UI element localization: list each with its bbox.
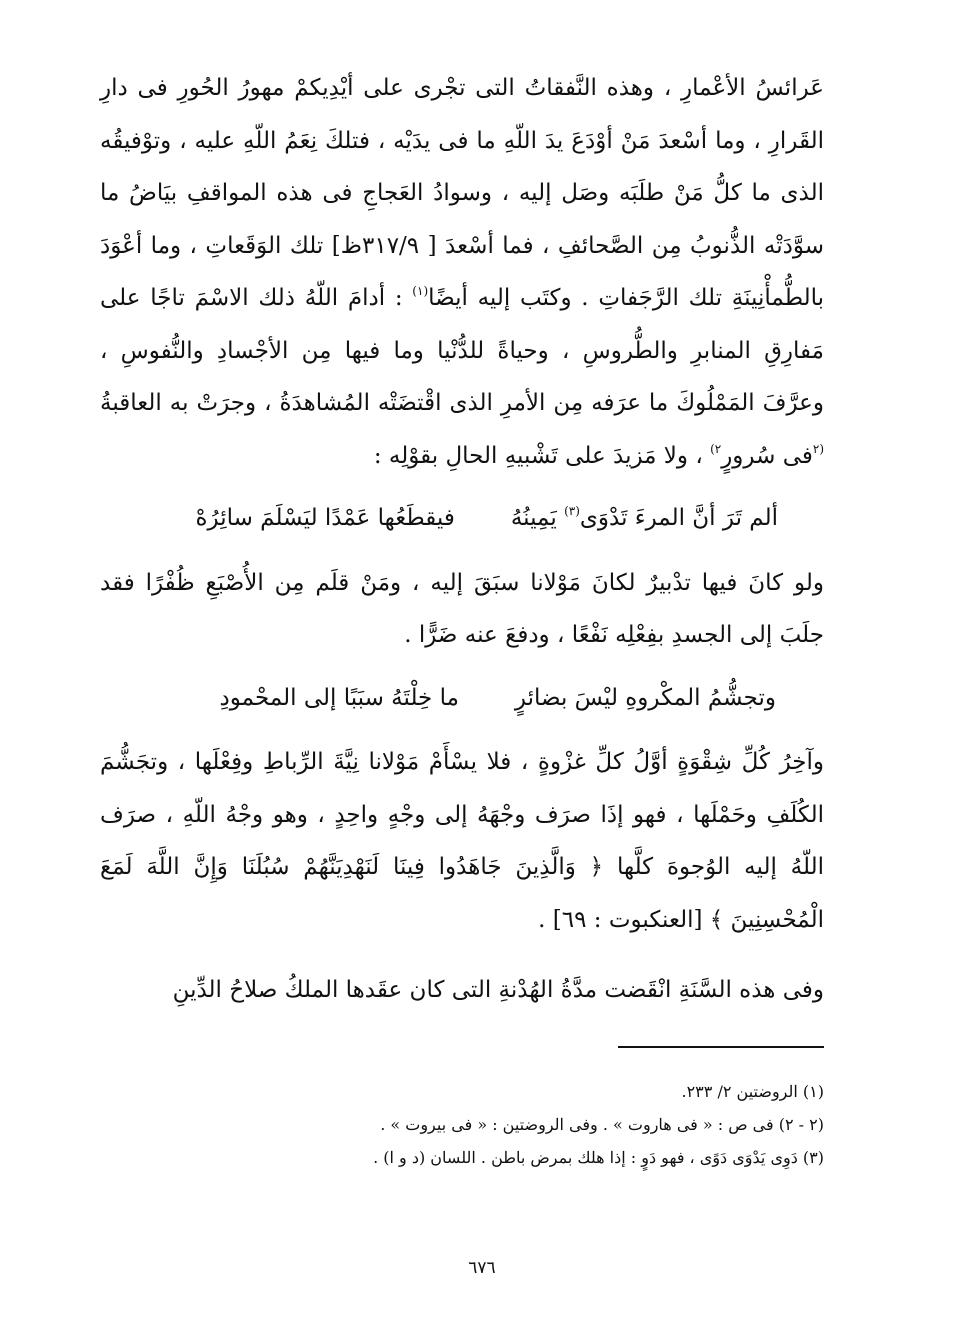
paragraph-2: ولو كانَ فيها تدْبيرٌ لكانَ مَوْلانا سبَقَ إليه ، ومَنْ قلَم مِن الأُصْبَعِ ظُفْرًا فقد جلَبَ إلى الجسدِ بفِعْلِه نَفْعًا ، ودفعَ عنه ضَرًّا . xyxy=(100,569,824,648)
verse-1-hemistich-2: فيقطَعُها عَمْدًا ليَسْلَمَ سائِرُهْ xyxy=(195,505,455,531)
verse-1 xyxy=(100,492,824,545)
main-text xyxy=(100,62,824,1017)
footnotes xyxy=(100,1075,824,1174)
verse-2 xyxy=(100,672,824,725)
verse-2-hemistich-1: وتجشُّمُ المكْروهِ ليْسَ بضائرٍ xyxy=(514,684,776,711)
page-number: ٦٧٦ xyxy=(468,1258,496,1278)
footnote-2: (٢ - ٢) فى ص : « فى هاروت » . وفى الروضتين : « فى بيروت » . xyxy=(380,1115,824,1134)
paragraph-3: وآخِرُ كُلِّ شِقْوَةٍ أوَّلُ كلِّ غزْوةٍ ، فلا يسْأَمْ مَوْلانا نِيَّةَ الرِّباطِ وفِعْلَها ، وتجَشُّمَ الكُلَفِ وحَمْلَها ، فهو إذَا صرَف وجْهَهُ إلى وجْهٍ واحِدٍ ، وهو وجْهُ اللّهِ ، صرَف اللّهُ إليه الوُجوهَ كلَّها ﴿ وَالَّذِينَ جَاهَدُوا فِينَا لَنَهْدِيَنَّهُمْ سُبُلَنَا وَإِنَّ اللَّهَ لَمَعَ الْمُحْسِنِينَ ﴾ [العنكبوت : ٦٩] . xyxy=(100,749,824,933)
footnote-3: (٣) دَوِى يَدْوَى دَوًى ، فهو دَوٍ : إذا هلك بمرض باطن . اللسان (د و ا) . xyxy=(373,1148,824,1167)
verse-2-hemistich-2: ما خِلْتَهُ سبَبًا إلى المحْمودِ xyxy=(219,684,459,711)
paragraph-1-part-d: ، ولا مَزيدَ على تَشْبيهِ الحالِ بقوْلِه : xyxy=(373,442,711,469)
verse-1-hemistich-1-text: ألم تَرَ أنَّ المرءَ تَدْوَى xyxy=(579,505,778,531)
paragraph-1-part-a: عَرائسُ الأعْمارِ ، وهذه النَّفقاتُ التى تجْرى على أيْدِيكمْ مهورُ الحُورِ فى دارِ القَرارِ ، وما أسْعدَ مَنْ أوْدَعَ يدَ اللّهِ ما فى يدَيْه ، فتلكَ نِعَمُ اللّهِ عليه ، وتوْفيقُه الذى ما كلُّ مَنْ طلَبَه وصَل إليه ، وسوادُ العَجاجِ فى هذه المواقفِ بيَاضُ ما سوَّدَتْه الذُّنوبُ مِن الصَّحائفِ ، فما أسْعدَ [ ٣١٧/٩ظ] تلك الوَقَعاتِ ، وما أعْوَدَ بالطُّمأْنِينَةِ تلك الرَّجَفاتِ . وكتَب إليه أيضًا xyxy=(100,75,824,311)
paragraph-1 xyxy=(100,62,824,482)
footnote-ref-3: (٣) xyxy=(564,504,580,518)
verse-1-hemistich-1-end: يَمِينُهُ xyxy=(510,505,565,531)
footnote-ref-2-close: ٢) xyxy=(710,441,722,456)
footnote-1: (١) الروضتين ٢/ ٢٣٣. xyxy=(681,1082,824,1101)
footnote-ref-1: (١) xyxy=(412,284,429,298)
paragraph-1-part-c: فى سُرورٍ xyxy=(721,442,813,469)
paragraph-4: وفى هذه السَّنَةِ انْقَضت مدَّةُ الهُدْنةِ التى كان عقَدها الملكُ صلاحُ الدِّينِ xyxy=(172,977,824,1003)
footnote-divider xyxy=(618,1046,824,1048)
footnote-ref-2-open: (٢ xyxy=(812,441,824,456)
paragraph-1-part-b: : أدامَ اللّهُ ذلك الاسْمَ تاجًا على مَفارِقِ المنابرِ والطُّروسِ ، وحياةً للدُّنْيا وما فيها مِن الأجْسادِ والنُّفوسِ ، وعرَّفَ المَمْلُوكَ ما عرَفه مِن الأمرِ الذى اقْتضَتْه المُشاهدَةُ ، وجرَتْ به العاقبةُ xyxy=(100,285,824,416)
verse-1-hemistich-1 xyxy=(511,492,778,545)
